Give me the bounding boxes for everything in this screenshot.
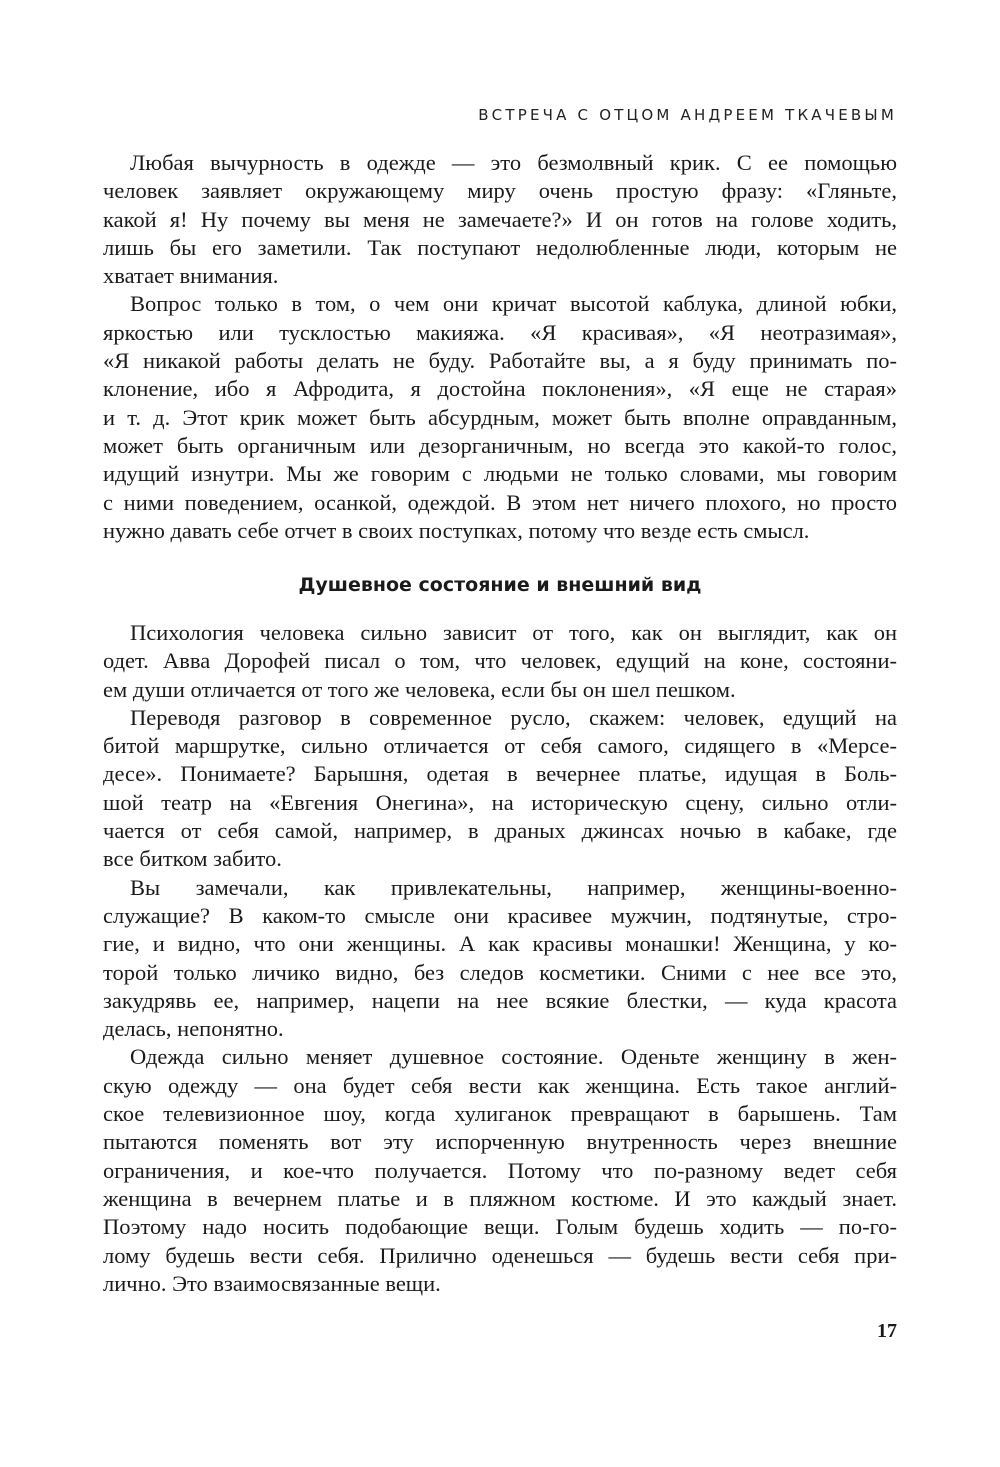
- text-line: десе». Понимаете? Барышня, одетая в вечернее платье, идущая в Боль-: [103, 761, 897, 787]
- text-line: шой театр на «Евгения Онегина», на историческую сцену, сильно отли-: [103, 789, 897, 815]
- text-line: клонение, ибо я Афродита, я достойна поклонения», «Я еще не старая»: [103, 376, 897, 402]
- text-line: лично. Это взаимосвязанные вещи.: [103, 1270, 441, 1296]
- text-line: человек заявляет окружающему миру очень простую фразу: «Гляньте,: [103, 178, 897, 204]
- text-line: лишь бы его заметили. Так поступают недолюбленные люди, которым не: [103, 234, 897, 260]
- text-line: может быть органичным или дезорганичным, но всегда это какой-то голос,: [103, 432, 897, 458]
- text-line: ем души отличается от того же человека, если бы он шел пешком.: [103, 676, 736, 702]
- running-head: ВСТРЕЧА С ОТЦОМ АНДРЕЕМ ТКАЧЕВЫМ: [478, 106, 897, 124]
- text-line: Вопрос только в том, о чем они кричат высотой каблука, длиной юбки,: [130, 291, 897, 317]
- text-line: яркостью или тусклостью макияжа. «Я красивая», «Я неотразимая»,: [103, 319, 897, 345]
- text-line: Поэтому надо носить подобающие вещи. Голым будешь ходить — по-го-: [103, 1214, 897, 1240]
- text-line: какой я! Ну почему вы меня не замечаете?» И он готов на голове ходить,: [103, 206, 897, 232]
- section-2-text: [103, 619, 897, 1298]
- text-line: служащие? В каком-то смысле они красивее мужчин, подтянутые, стро-: [103, 902, 897, 928]
- text-line: одет. Авва Дорофей писал о том, что человек, едущий на коне, состояни-: [103, 648, 897, 674]
- text-line: Переводя разговор в современное русло, скажем: человек, едущий на: [130, 704, 897, 730]
- text-line: чается от себя самой, например, в драных джинсах ночью в кабаке, где: [103, 818, 897, 844]
- text-line: Вы замечали, как привлекательны, например, женщины-военно-: [130, 874, 897, 900]
- text-line: «Я никакой работы делать не буду. Работайте вы, а я буду принимать по-: [103, 348, 897, 374]
- section-1-text: [103, 149, 897, 545]
- text-line: хватает внимания.: [103, 263, 279, 289]
- text-line: торой только личико видно, без следов косметики. Сними с нее все это,: [103, 959, 897, 985]
- text-line: битой маршрутке, сильно отличается от себя самого, сидящего в «Мерсе-: [103, 733, 897, 759]
- text-line: закудрявь ее, например, нацепи на нее всякие блестки, — куда красота: [103, 987, 897, 1013]
- text-line: женщина в вечернем платье и в пляжном костюме. И это каждый знает.: [103, 1185, 897, 1211]
- text-line: Психология человека сильно зависит от того, как он выглядит, как он: [130, 620, 897, 645]
- text-line: ское телевизионное шоу, когда хулиганок превращают в барышень. Там: [103, 1101, 897, 1127]
- text-line: идущий изнутри. Мы же говорим с людьми не только словами, мы говорим: [103, 461, 897, 487]
- text-line: Любая вычурность в одежде — это безмолвный крик. С ее помощью: [130, 150, 897, 175]
- section-heading: Душевное состояние и внешний вид: [298, 574, 702, 596]
- text-line: и т. д. Этот крик может быть абсурдным, может быть вполне оправданным,: [103, 404, 897, 430]
- text-line: гие, и видно, что они женщины. А как красивы монашки! Женщина, у ко-: [103, 931, 897, 957]
- text-line: скую одежду — она будет себя вести как женщина. Есть такое англий-: [103, 1072, 897, 1098]
- text-line: Одежда сильно меняет душевное состояние. Оденьте женщину в жен-: [130, 1044, 897, 1070]
- text-line: делась, непонятно.: [103, 1016, 284, 1042]
- text-line: лому будешь вести себя. Прилично оденешься — будешь вести себя при-: [103, 1242, 897, 1268]
- page-number: 17: [877, 1320, 897, 1342]
- text-line: все битком забито.: [103, 846, 282, 872]
- text-line: с ними поведением, осанкой, одеждой. В этом нет ничего плохого, но просто: [103, 489, 897, 515]
- text-line: ограничения, и кое-что получается. Потому что по-разному ведет себя: [103, 1157, 897, 1183]
- text-line: нужно давать себе отчет в своих поступках, потому что везде есть смысл.: [103, 517, 810, 543]
- text-line: пытаются поменять вот эту испорченную внутренность через внешние: [103, 1129, 897, 1155]
